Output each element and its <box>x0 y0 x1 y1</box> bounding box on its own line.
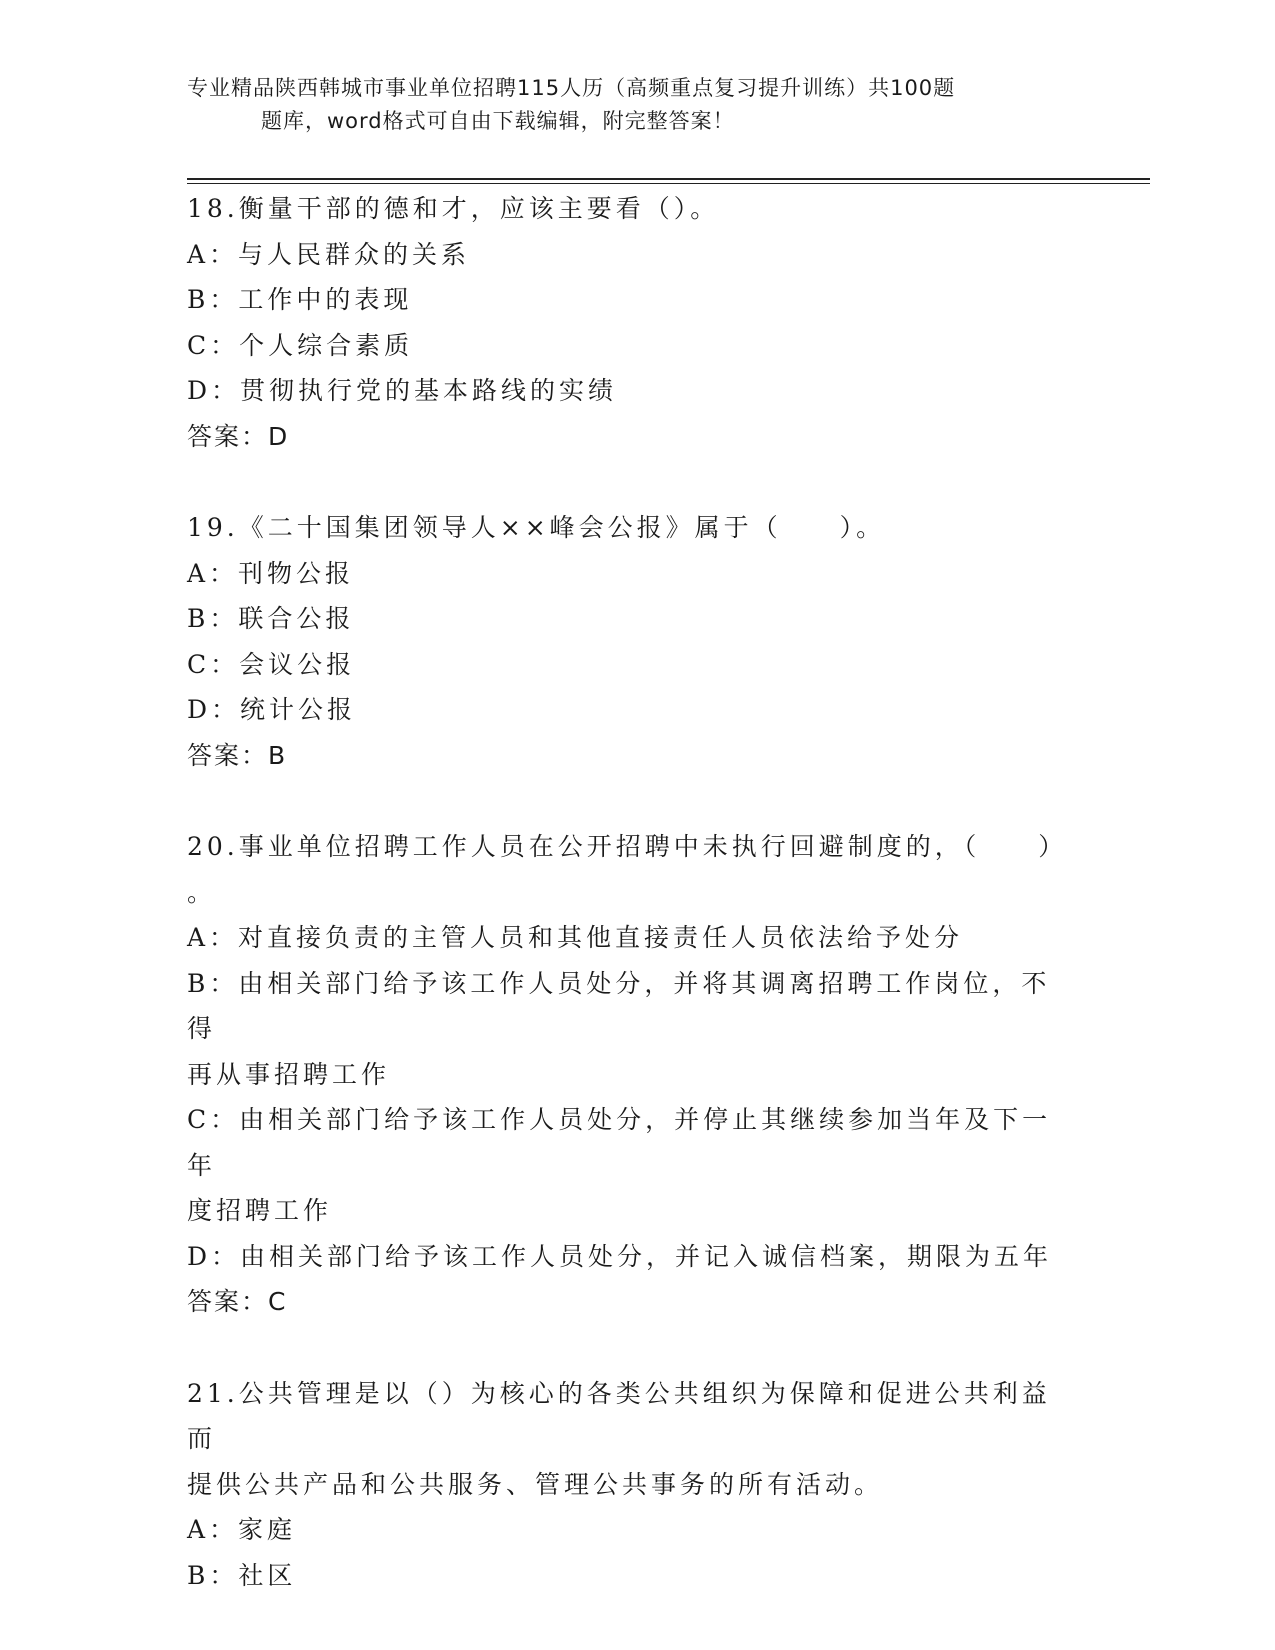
question-20 <box>187 824 1067 1325</box>
question-19 <box>187 505 1067 778</box>
option-b: B：社区 <box>187 1560 297 1590</box>
option-b-continued: 再从事招聘工作 <box>187 1059 391 1089</box>
option-c-continued: 度招聘工作 <box>187 1196 333 1225</box>
option-d: D：贯彻执行党的基本路线的实绩 <box>187 376 618 405</box>
question-stem: 19.《二十国集团领导人××峰会公报》属于（ ）。 <box>187 513 886 542</box>
question-stem: 20.事业单位招聘工作人员在公开招聘中未执行回避制度的，（ ） <box>187 832 1068 861</box>
option-c: C：个人综合素质 <box>187 330 414 360</box>
question-spacer <box>187 459 1067 505</box>
option-a: A：家庭 <box>187 1515 297 1544</box>
option-c: C：由相关部门给予该工作人员处分，并停止其继续参加当年及下一年 <box>187 1105 1052 1180</box>
question-spacer <box>187 778 1067 824</box>
option-b: B：联合公报 <box>187 604 355 633</box>
answer-line: 答案：B <box>187 740 288 770</box>
question-18 <box>187 186 1067 459</box>
header-divider-thin <box>187 183 1150 184</box>
question-stem-continued: 。 <box>187 877 217 907</box>
document-header <box>187 72 1067 138</box>
option-d: D：由相关部门给予该工作人员处分，并记入诚信档案，期限为五年 <box>187 1241 1053 1271</box>
header-title-line-1: 专业精品陕西韩城市事业单位招聘115人历（高频重点复习提升训练）共100题 <box>187 76 956 100</box>
answer-line: 答案：C <box>187 1287 288 1316</box>
question-stem: 21.公共管理是以（）为核心的各类公共组织为保障和促进公共利益而 <box>187 1378 1051 1453</box>
option-c: C：会议公报 <box>187 649 356 679</box>
header-divider-thick <box>187 178 1150 180</box>
question-list <box>187 186 1067 1598</box>
answer-line: 答案：D <box>187 421 290 451</box>
option-a: A：对直接负责的主管人员和其他直接责任人员依法给予处分 <box>187 923 964 952</box>
question-stem: 18.衡量干部的德和才，应该主要看（）。 <box>187 194 720 223</box>
question-21 <box>187 1371 1067 1599</box>
option-b: B：由相关部门给予该工作人员处分，并将其调离招聘工作岗位，不得 <box>187 968 1051 1043</box>
question-spacer <box>187 1325 1067 1371</box>
option-a: A：刊物公报 <box>187 558 355 588</box>
option-a: A：与人民群众的关系 <box>187 239 471 269</box>
option-d: D：统计公报 <box>187 695 357 724</box>
option-b: B：工作中的表现 <box>187 285 413 314</box>
header-title-line-2: 题库，word格式可自由下载编辑，附完整答案！ <box>261 109 735 133</box>
question-stem-continued: 提供公共产品和公共服务、管理公共事务的所有活动。 <box>187 1469 884 1499</box>
